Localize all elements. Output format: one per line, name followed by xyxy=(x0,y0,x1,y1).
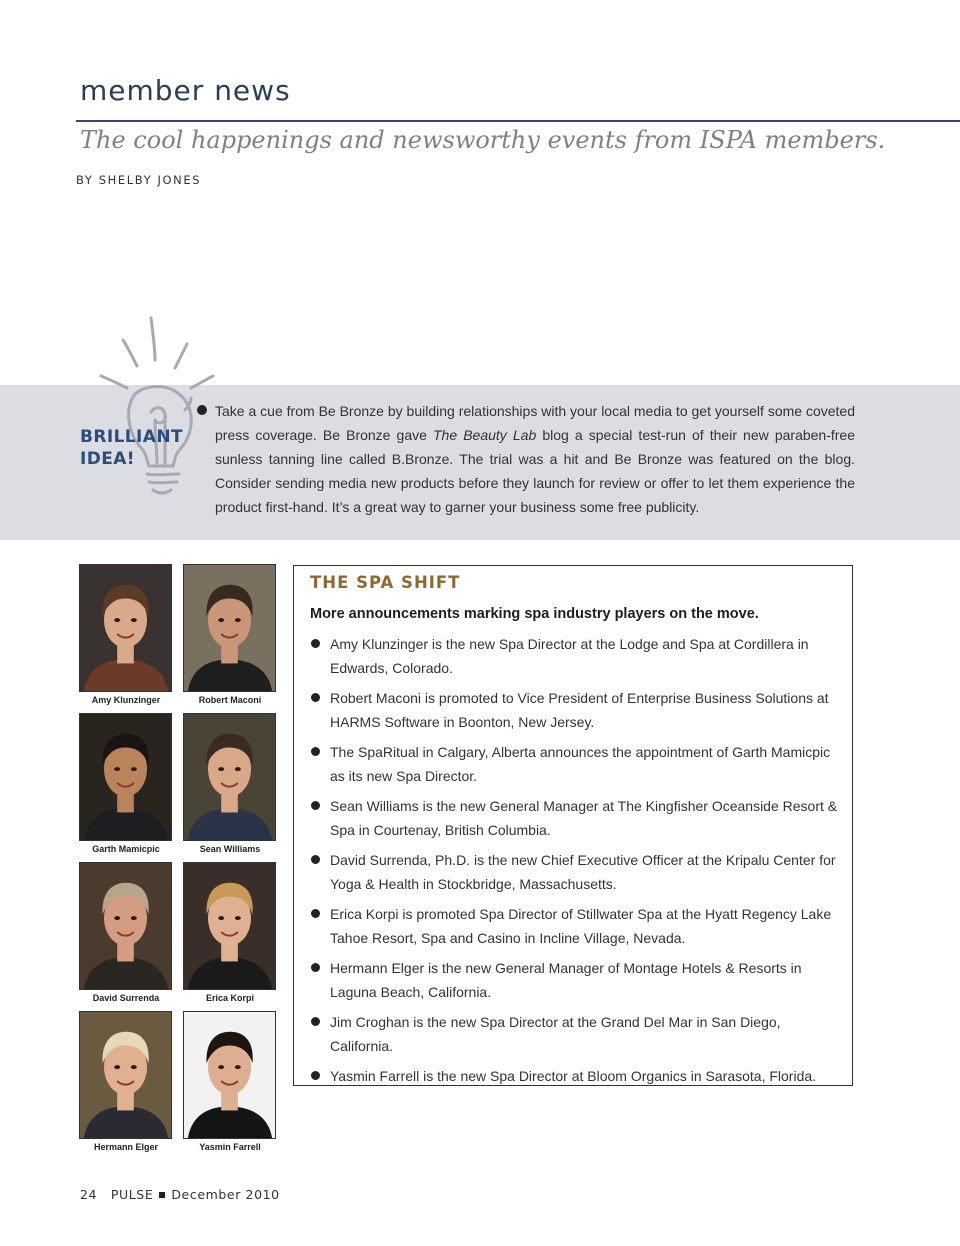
headshot-caption: Yasmin Farrell xyxy=(199,1142,261,1152)
headshot-photo xyxy=(79,862,172,990)
bullet-icon xyxy=(311,909,320,918)
spa-shift-item xyxy=(309,902,839,950)
spa-shift-item-text: Erica Korpi is promoted Spa Director of Stillwater Spa at the Hyatt Regency Lake Tahoe Resort, Spa and Casino in Incline Village, Nevada. xyxy=(330,906,832,946)
bullet-icon xyxy=(311,747,320,756)
spa-shift-item xyxy=(309,848,839,896)
separator-square-icon xyxy=(159,1192,165,1198)
spa-shift-item xyxy=(309,740,839,788)
brilliant-idea-text-part2: blog a special test-run of their new paraben-free sunless tanning line called B.Bronze. The trial was a hit and Be Bronze was featured on the blog. Consider sending media new products before they launch for review or offer to let them experience the product first-hand. It’s a great way to garner your business some free publicity. xyxy=(215,427,855,515)
page-subtitle: The cool happenings and newsworthy events from ISPA members. xyxy=(80,126,886,154)
spa-shift-item-text: David Surrenda, Ph.D. is the new Chief Executive Officer at the Kripalu Center for Yoga & Health in Stockbridge, Massachusetts. xyxy=(330,852,836,892)
section-title: member news xyxy=(80,74,291,107)
headshot-photo xyxy=(183,564,276,692)
bullet-icon xyxy=(311,855,320,864)
spa-shift-item-text: Jim Croghan is the new Spa Director at the Grand Del Mar in San Diego, California. xyxy=(330,1014,781,1054)
bullet-icon xyxy=(311,1071,320,1080)
issue-date: December 2010 xyxy=(171,1187,280,1202)
headshot-photo xyxy=(79,713,172,841)
brilliant-idea-text-part1: Take a cue from Be Bronze by building relationships with your local media to get yourself some coveted press coverage. Be Bronze gave xyxy=(215,403,855,443)
headshot-photo xyxy=(183,1011,276,1139)
brilliant-idea-bullet xyxy=(197,405,207,415)
page-footer xyxy=(80,1187,280,1202)
brilliant-idea-label xyxy=(80,426,183,470)
spa-shift-subtitle: More announcements marking spa industry players on the move. xyxy=(310,606,759,622)
spa-shift-box xyxy=(293,565,853,1086)
brilliant-idea-label-line1: BRILLIANT xyxy=(80,427,183,447)
spa-shift-item xyxy=(309,794,839,842)
spa-shift-list xyxy=(309,632,839,1094)
brilliant-idea-text xyxy=(215,399,855,519)
headshot-caption: Amy Klunzinger xyxy=(91,695,161,705)
spa-shift-item xyxy=(309,956,839,1004)
brilliant-idea-label-line2: IDEA! xyxy=(80,449,135,469)
bullet-icon xyxy=(311,639,320,648)
byline: BY SHELBY JONES xyxy=(76,173,202,187)
bullet-icon xyxy=(311,1017,320,1026)
spa-shift-item-text: Hermann Elger is the new General Manager of Montage Hotels & Resorts in Laguna Beach, California. xyxy=(330,960,802,1000)
spa-shift-title: THE SPA SHIFT xyxy=(310,573,461,592)
spa-shift-item xyxy=(309,1010,839,1058)
spa-shift-item xyxy=(309,632,839,680)
title-rule xyxy=(76,120,960,122)
headshot-photo xyxy=(79,564,172,692)
spa-shift-item xyxy=(309,686,839,734)
spa-shift-item-text: Sean Williams is the new General Manager at The Kingfisher Oceanside Resort & Spa in Courtenay, British Columbia. xyxy=(330,798,838,838)
headshot-caption: Hermann Elger xyxy=(93,1142,159,1152)
page-number: 24 xyxy=(80,1187,98,1202)
headshot-caption: Garth Mamicpic xyxy=(92,844,160,854)
headshot-photo xyxy=(79,1011,172,1139)
spa-shift-item-text: The SpaRitual in Calgary, Alberta announces the appointment of Garth Mamicpic as its new Spa Director. xyxy=(330,744,831,784)
spa-shift-item-text: Amy Klunzinger is the new Spa Director at the Lodge and Spa at Cordillera in Edwards, Colorado. xyxy=(330,636,809,676)
headshot-caption: Sean Williams xyxy=(199,844,261,854)
headshot-caption: Robert Maconi xyxy=(198,695,262,705)
bullet-icon xyxy=(311,963,320,972)
brilliant-idea-blog-name: The Beauty Lab xyxy=(433,427,537,443)
bullet-icon xyxy=(311,801,320,810)
bullet-icon xyxy=(311,693,320,702)
publication-name: PULSE xyxy=(110,1187,154,1202)
headshot-caption: Erica Korpi xyxy=(205,993,254,1003)
headshot-caption: David Surrenda xyxy=(92,993,160,1003)
spa-shift-item xyxy=(309,1064,839,1088)
spa-shift-item-text: Yasmin Farrell is the new Spa Director at Bloom Organics in Sarasota, Florida. xyxy=(330,1068,817,1084)
headshot-photo xyxy=(183,862,276,990)
headshot-photo xyxy=(183,713,276,841)
spa-shift-item-text: Robert Maconi is promoted to Vice President of Enterprise Business Solutions at HARMS Software in Boonton, New Jersey. xyxy=(330,690,829,730)
